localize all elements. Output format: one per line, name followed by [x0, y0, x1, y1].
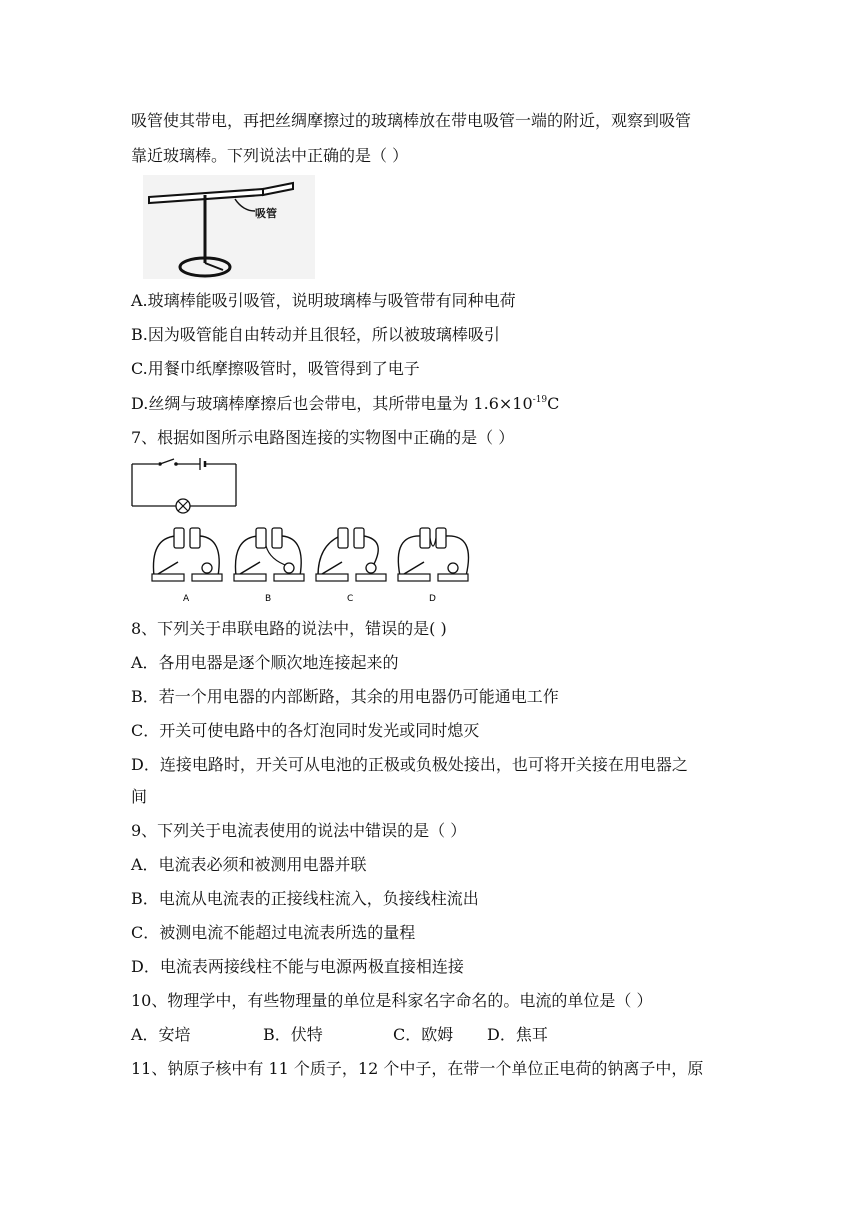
circuit-option-a: [152, 528, 222, 604]
q6-option-d: [131, 393, 559, 415]
q6-option-d-text: D.丝绸与玻璃棒摩擦后也会带电，其所带电量为 1.6×10: [131, 394, 533, 413]
q6-option-d-exponent: -19: [532, 395, 548, 405]
q9-option-a: A．电流表必须和被测用电器并联: [131, 855, 367, 874]
q10-option-b: B．伏特: [263, 1025, 323, 1044]
circuit-option-b: [234, 528, 304, 604]
q8-option-b: B．若一个用电器的内部断路，其余的用电器仍可能通电工作: [131, 687, 559, 706]
q9-option-b: B．电流从电流表的正接线柱流入，负接线柱流出: [131, 889, 479, 908]
q9-option-d: D．电流表两接线柱不能与电源两极直接相连接: [131, 957, 464, 976]
q10-option-d: D．焦耳: [487, 1025, 548, 1044]
q9-stem: 9、下列关于电流表使用的说法中错误的是（ ）: [131, 821, 467, 840]
q8-stem: 8、下列关于串联电路的说法中，错误的是( ): [131, 619, 447, 638]
q6-stem-line2: 靠近玻璃棒。下列说法中正确的是（ ）: [131, 146, 409, 165]
circuit-label-b: B: [265, 594, 272, 604]
circuit-label-c: C: [347, 594, 354, 604]
q6-option-b: B.因为吸管能自由转动并且很轻，所以被玻璃棒吸引: [131, 325, 500, 344]
circuit-label-a: A: [183, 594, 190, 604]
q11-stem: 11、钠原子核中有 11 个质子，12 个中子，在带一个单位正电荷的钠离子中，原: [131, 1059, 704, 1078]
circuit-option-c: [316, 528, 386, 604]
q6-stem-line1: 吸管使其带电，再把丝绸摩擦过的玻璃棒放在带电吸管一端的附近，观察到吸管: [131, 111, 692, 130]
circuit-diagram: [130, 456, 240, 514]
straw-label: 吸管: [255, 207, 277, 220]
circuit-label-d: D: [429, 594, 436, 604]
q10-option-a: A．安培: [131, 1025, 191, 1044]
q8-option-d: D．连接电路时，开关可从电池的正极或负极处接出，也可将开关接在用电器之: [131, 755, 688, 774]
circuit-option-d: [398, 528, 469, 604]
q6-option-c: C.用餐巾纸摩擦吸管时，吸管得到了电子: [131, 359, 420, 378]
q6-option-a: A.玻璃棒能吸引吸管，说明玻璃棒与吸管带有同种电荷: [131, 291, 516, 310]
q9-option-c: C．被测电流不能超过电流表所选的量程: [131, 923, 416, 942]
q6-option-d-unit: C: [547, 394, 560, 413]
straw-rotation-figure: [143, 175, 315, 279]
q8-option-a: A．各用电器是逐个顺次地连接起来的: [131, 653, 399, 672]
q10-stem: 10、物理学中，有些物理量的单位是科家名字命名的。电流的单位是（ ）: [131, 991, 653, 1010]
physical-circuit-options: [148, 524, 478, 604]
q7-stem: 7、根据如图所示电路图连接的实物图中正确的是（ ）: [131, 428, 515, 447]
q8-option-c: C．开关可使电路中的各灯泡同时发光或同时熄灭: [131, 721, 480, 740]
q10-options: [131, 1024, 548, 1046]
q8-option-d-continued: 间: [131, 787, 148, 806]
q10-option-c: C．欧姆: [393, 1025, 454, 1044]
